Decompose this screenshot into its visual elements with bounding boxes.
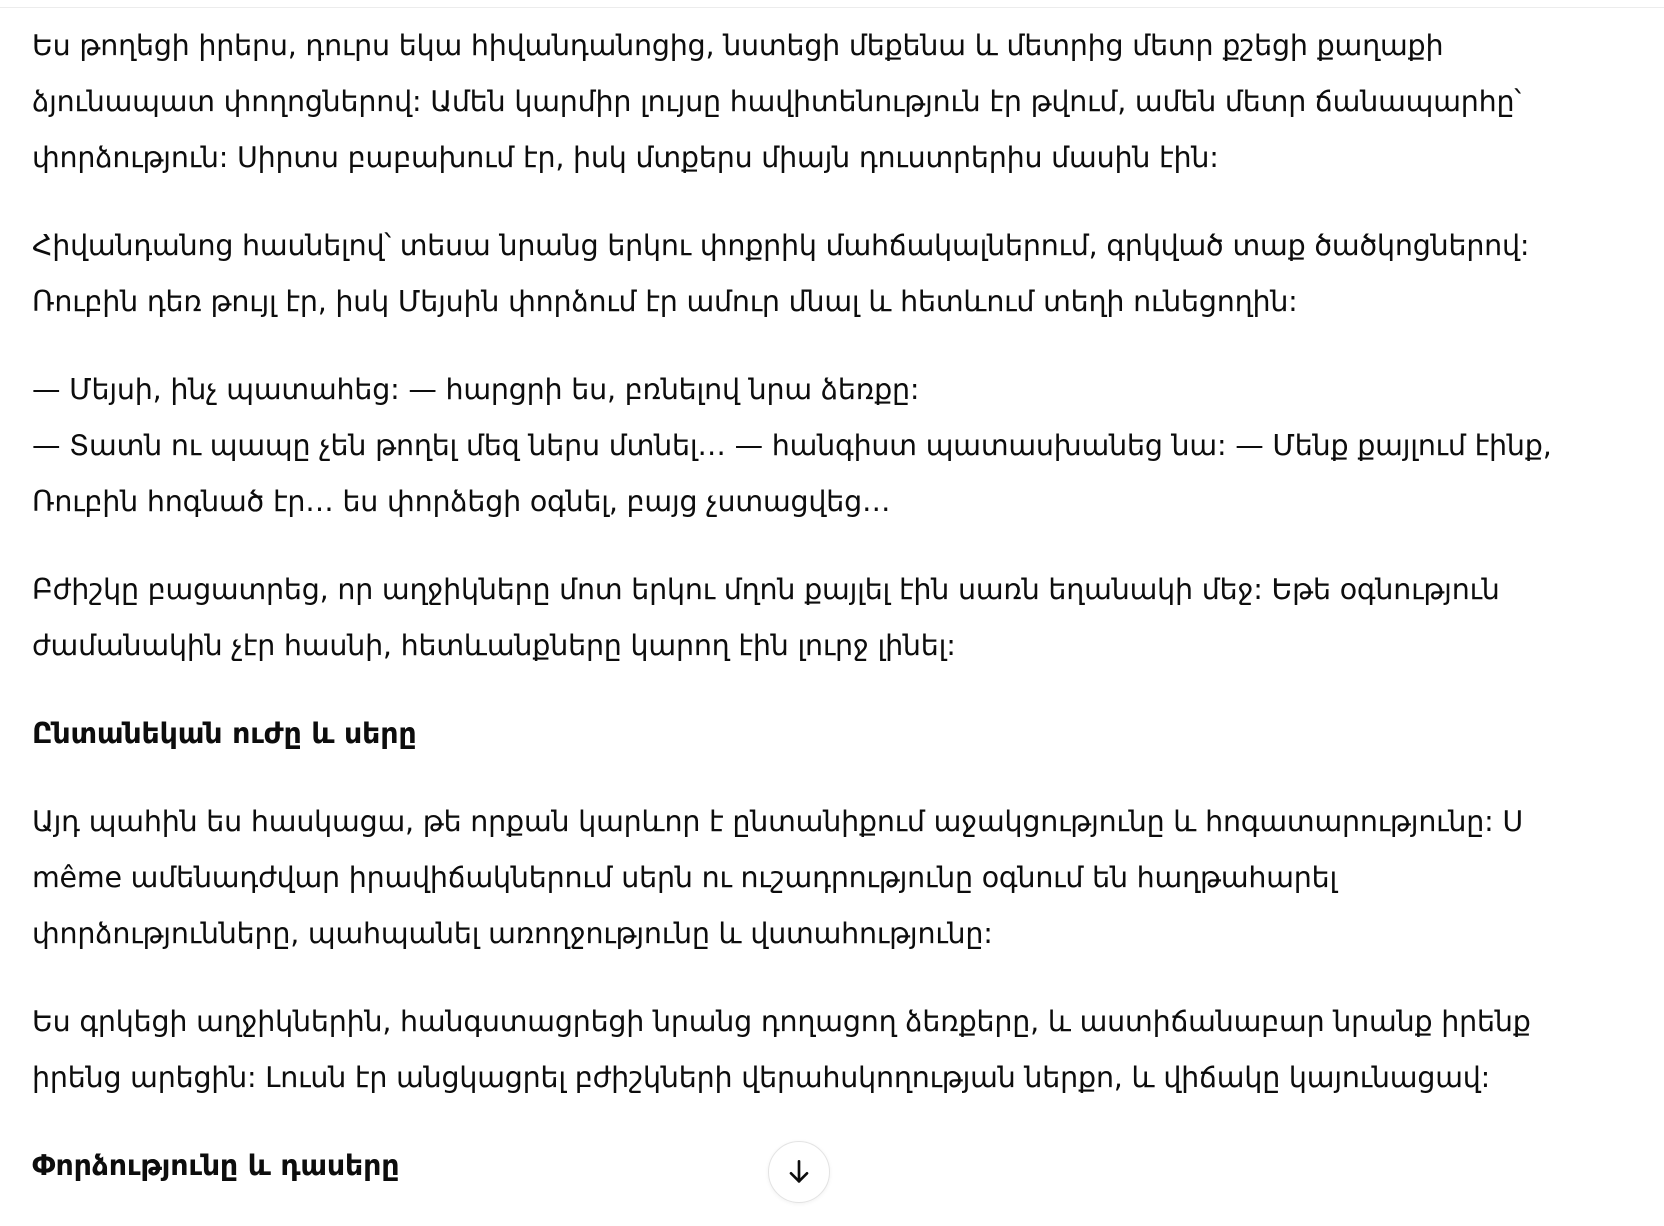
text-line: Ռուբին դեռ թույլ էր, իսկ Մեյսին փորձում էր ամուր մնալ և հետևում տեղի ունեցողին: (32, 285, 1298, 318)
paragraph-hug (32, 994, 1632, 1106)
dialog-line: — Մեյսի, ինչ պատահեց: — հարցրի ես, բռնելով նրա ձեռքը: (32, 373, 920, 406)
paragraph-arrival (32, 218, 1632, 330)
text-line: ժամանակին չէր հասնի, հետևանքները կարող էին լուրջ լինել: (32, 629, 956, 662)
text-line: Այդ պահին ես հասկացա, թե որքան կարևոր է ընտանիքում աջակցությունը և հոգատարությունը: Ս (32, 805, 1524, 838)
text-line: փորձություն: Սիրտս բաբախում էր, իսկ մտքերս միայն դուստրերիս մասին էին: (32, 141, 1219, 174)
text-line: ձյունապատ փողոցներով: Ամեն կարմիր լույսը հավիտենություն էր թվում, ամեն մետր ճանապարհը՝ (32, 85, 1521, 118)
text-line: իրենց արեցին: Լուսն էր անցկացրել բժիշկների վերահսկողության ներքո, և վիճակը կայունացավ: (32, 1061, 1491, 1094)
paragraph-realization (32, 794, 1632, 962)
arrow-down-icon (783, 1156, 815, 1188)
text-line: Հիվանդանոց հասնելով՝ տեսա նրանց երկու փոքրիկ մահճակալներում, գրկված տաք ծածկոցներով: (32, 229, 1530, 262)
text-line: Ես գրկեցի աղջիկներին, հանգստացրեցի նրանց դողացող ձեռքերը, և աստիճանաբար նրանք իրենք (32, 1005, 1531, 1038)
paragraph-doctor (32, 562, 1632, 674)
section-heading-family-strength: Ընտանեկան ուժը և սերը (32, 717, 417, 750)
top-divider (0, 0, 1664, 8)
scroll-to-bottom-button[interactable] (768, 1141, 830, 1203)
section-heading-trial-lessons: Փորձությունը և դասերը (32, 1149, 400, 1182)
text-line: փորձությունները, պահպանել առողջությունը և վստահությունը: (32, 917, 993, 950)
text-line: Բժիշկը բացատրեց, որ աղջիկները մոտ երկու մղոն քայլել էին սառն եղանակի մեջ: Եթե օգնություն (32, 573, 1500, 606)
text-line: même ամենադժվար իրավիճակներում սերն ու ուշադրությունը օգնում են հաղթահարել (32, 861, 1338, 894)
dialog-line: — Տատն ու պապը չեն թողել մեզ ներս մտնել… — հանգիստ պատասխանեց նա: — Մենք քայլում էինք, (32, 429, 1552, 462)
paragraph-drive-to-hospital (32, 18, 1632, 186)
article-body (32, 18, 1632, 1226)
dialog-block (32, 362, 1632, 530)
dialog-line: Ռուբին հոգնած էր… ես փորձեցի օգնել, բայց չստացվեց… (32, 485, 891, 518)
text-line: Ես թողեցի իրերս, դուրս եկա հիվանդանոցից, նստեցի մեքենա և մետրից մետր քշեցի քաղաքի (32, 29, 1444, 62)
